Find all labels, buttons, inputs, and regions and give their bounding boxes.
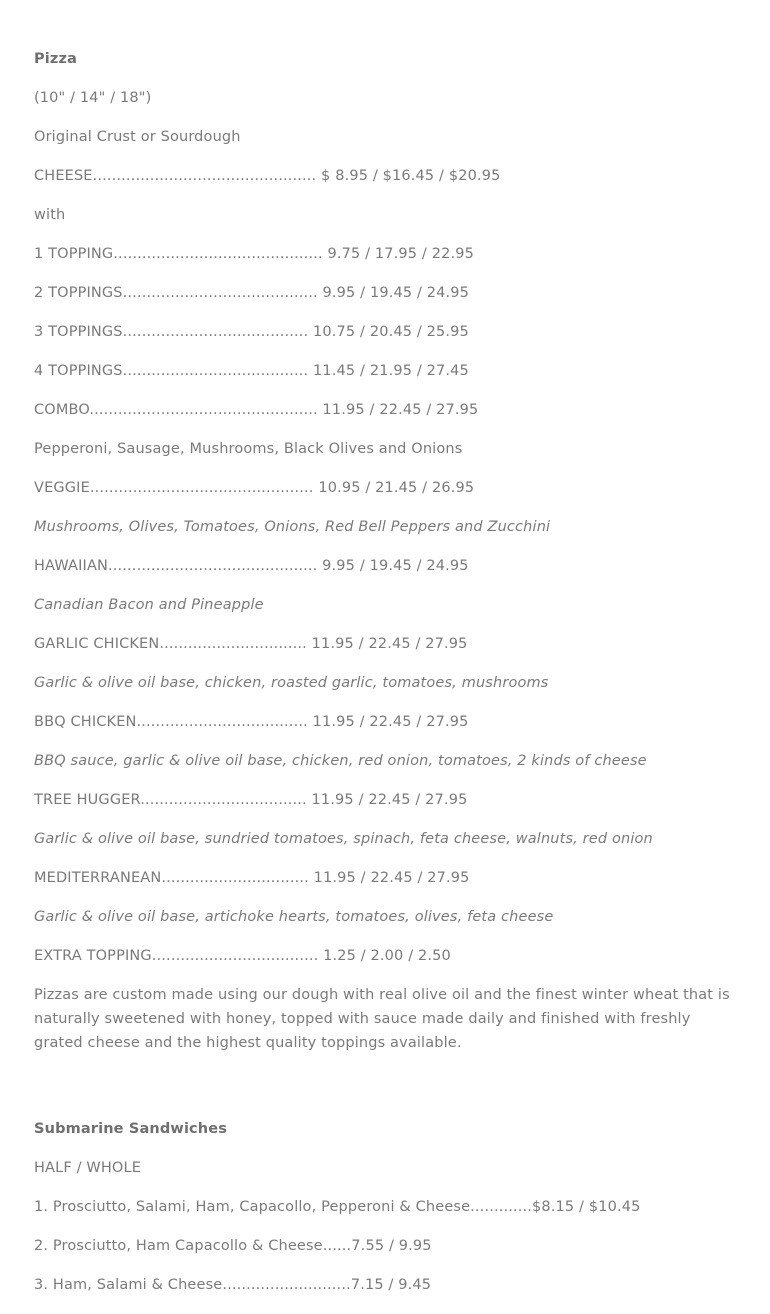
garlic-chicken-description: Garlic & olive oil base, chicken, roasted garlic, tomatoes, mushrooms [34, 675, 549, 691]
pizza-section [34, 49, 736, 1055]
combo-description: Pepperoni, Sausage, Mushrooms, Black Olives and Onions [34, 441, 463, 457]
subs-section [34, 1119, 736, 1314]
mediterranean-description: Garlic & olive oil base, artichoke hearts, tomatoes, olives, feta cheese [34, 909, 554, 925]
pizza-crust: Original Crust or Sourdough [34, 129, 241, 145]
menu-item-mediterranean: MEDITERRANEAN............................... 11.95 / 22.45 / 27.95 [34, 870, 470, 886]
menu-item-garlic-chicken: GARLIC CHICKEN............................... 11.95 / 22.45 / 27.95 [34, 636, 468, 652]
veggie-description: Mushrooms, Olives, Tomatoes, Onions, Red Bell Peppers and Zucchini [34, 519, 551, 535]
sub-item-2: 2. Prosciutto, Ham Capacollo & Cheese......7.55 / 9.95 [34, 1238, 432, 1254]
menu-item-tree-hugger: TREE HUGGER................................... 11.95 / 22.45 / 27.95 [34, 792, 468, 808]
menu-item-veggie: VEGGIE............................................... 10.95 / 21.45 / 26.95 [34, 480, 475, 496]
menu-item-bbq-chicken: BBQ CHICKEN.................................... 11.95 / 22.45 / 27.95 [34, 714, 469, 730]
section-spacer [34, 1055, 736, 1119]
menu-item-1-topping: 1 TOPPING............................................ 9.75 / 17.95 / 22.95 [34, 246, 474, 262]
menu-item-combo: COMBO................................................ 11.95 / 22.45 / 27.95 [34, 402, 479, 418]
menu-item-4-toppings: 4 TOPPINGS....................................... 11.45 / 21.95 / 27.45 [34, 363, 469, 379]
menu-item-extra-topping: EXTRA TOPPING................................... 1.25 / 2.00 / 2.50 [34, 948, 451, 964]
menu-item-cheese: CHEESE............................................... $ 8.95 / $16.45 / $20.95 [34, 168, 501, 184]
subs-sizes: HALF / WHOLE [34, 1160, 142, 1176]
sub-item-1: 1. Prosciutto, Salami, Ham, Capacollo, Pepperoni & Cheese.............$8.15 / $10.45 [34, 1199, 641, 1215]
menu-item-3-toppings: 3 TOPPINGS....................................... 10.75 / 20.45 / 25.95 [34, 324, 469, 340]
menu-item-hawaiian: HAWAIIAN............................................ 9.95 / 19.45 / 24.95 [34, 558, 469, 574]
hawaiian-description: Canadian Bacon and Pineapple [34, 597, 264, 613]
pizza-sizes: (10" / 14" / 18") [34, 90, 152, 106]
with-label: with [34, 207, 66, 223]
bbq-chicken-description: BBQ sauce, garlic & olive oil base, chicken, red onion, tomatoes, 2 kinds of cheese [34, 753, 647, 769]
sub-item-3: 3. Ham, Salami & Cheese...........................7.15 / 9.45 [34, 1277, 432, 1293]
subs-heading: Submarine Sandwiches [34, 1121, 228, 1137]
menu-item-2-toppings: 2 TOPPINGS......................................... 9.95 / 19.45 / 24.95 [34, 285, 470, 301]
pizza-note: Pizzas are custom made using our dough with real olive oil and the finest winter wheat that is naturally sweetened with honey, topped with sauce made daily and finished with freshly grated cheese and the highest quality toppings available. [34, 987, 730, 1051]
tree-hugger-description: Garlic & olive oil base, sundried tomatoes, spinach, feta cheese, walnuts, red onion [34, 831, 653, 847]
pizza-heading: Pizza [34, 51, 78, 67]
